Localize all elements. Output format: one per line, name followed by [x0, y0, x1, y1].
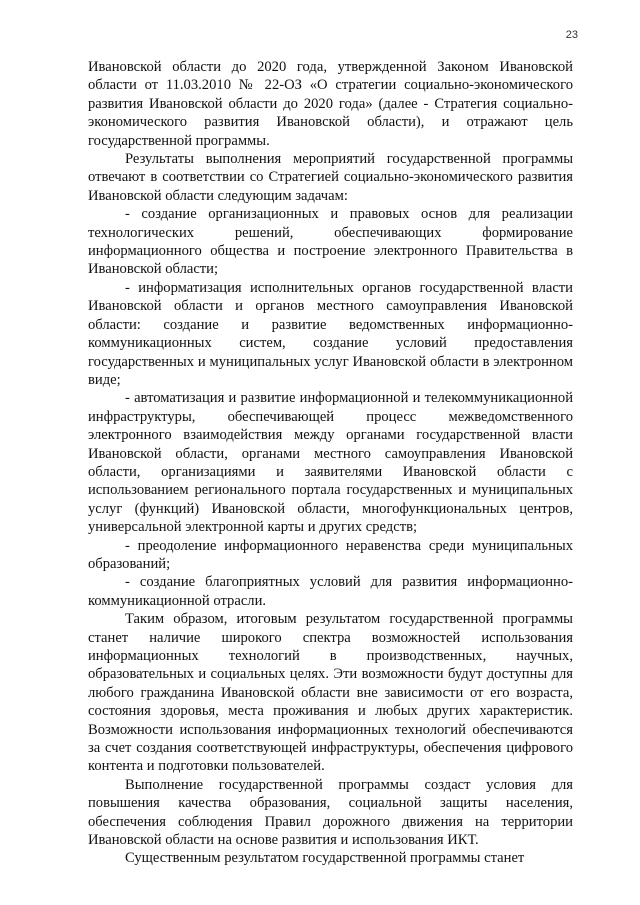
task-item-ict-industry: - создание благоприятных условий для развития информационно-коммуникационной отрасли. [88, 574, 573, 609]
page-number: 23 [565, 29, 578, 41]
task-item-digital-inequality: - преодоление информационного неравенства среди муниципальных образований; [88, 537, 573, 572]
task-item-legal-basis: - создание организационных и правовых основ для реализации технологических решений, обеспечивающих формирование информационного общества и построение электронного Правительства в Ивановской области; [88, 206, 573, 278]
paragraph-program-conditions: Выполнение государственной программы создаст условия для повышения качества образования, социальной защиты населения, обеспечения соблюдения Правил дорожного движения на территории Ивановской области на основе развития и использования ИКТ. [88, 776, 573, 849]
paragraph-results-intro: Результаты выполнения мероприятий государственной программы отвечают в соответствии со Стратегией социально-экономического развития Ивановской области следующим задачам: [88, 151, 573, 204]
task-item-infrastructure: - автоматизация и развитие информационной и телекоммуникационной инфраструктуры, обеспечивающей процесс межведомственного электронного взаимодействия между органами государственной власти Ивановской области, органами местного самоуправления Ивановской области, организациями и заявителями Ивановской области с использованием регионального портала государственных и муниципальных услуг (функций) Ивановской области, многофункциональных центров, универсальной электронной карты и других средств; [88, 390, 573, 536]
task-item-informatization: - информатизация исполнительных органов государственной власти Ивановской области и органов местного самоуправления Ивановской области: создание и развитие ведомственных информационно-коммуникационных систем, создание условий предоставления государственных и муниципальных услуг Ивановской области в электронном виде; [88, 279, 573, 388]
paragraph-continuation: Ивановской области до 2020 года, утвержденной Законом Ивановской области от 11.03.2010 № 22-ОЗ «О стратегии социально-экономического развития Ивановской области до 2020 года» (далее - Стратегия социально-экономического развития Ивановской области), и отражают цель государственной программы. [88, 59, 573, 149]
body-text [88, 58, 573, 868]
paragraph-significant-result: Существенным результатом государственной программы станет [125, 850, 525, 867]
paragraph-final-result: Таким образом, итоговым результатом государственной программы станет наличие широкого спектра возможностей использования информационных технологий в производственных, научных, образовательных и социальных целях. Эти возможности будут доступны для любого гражданина Ивановской области вне зависимости от его возраста, состояния здоровья, места проживания и любых других характеристик. Возможности использования информационных технологий обеспечиваются за счет создания соответствующей инфраструктуры, обеспечения цифрового контента и подготовки пользователей. [88, 611, 573, 775]
